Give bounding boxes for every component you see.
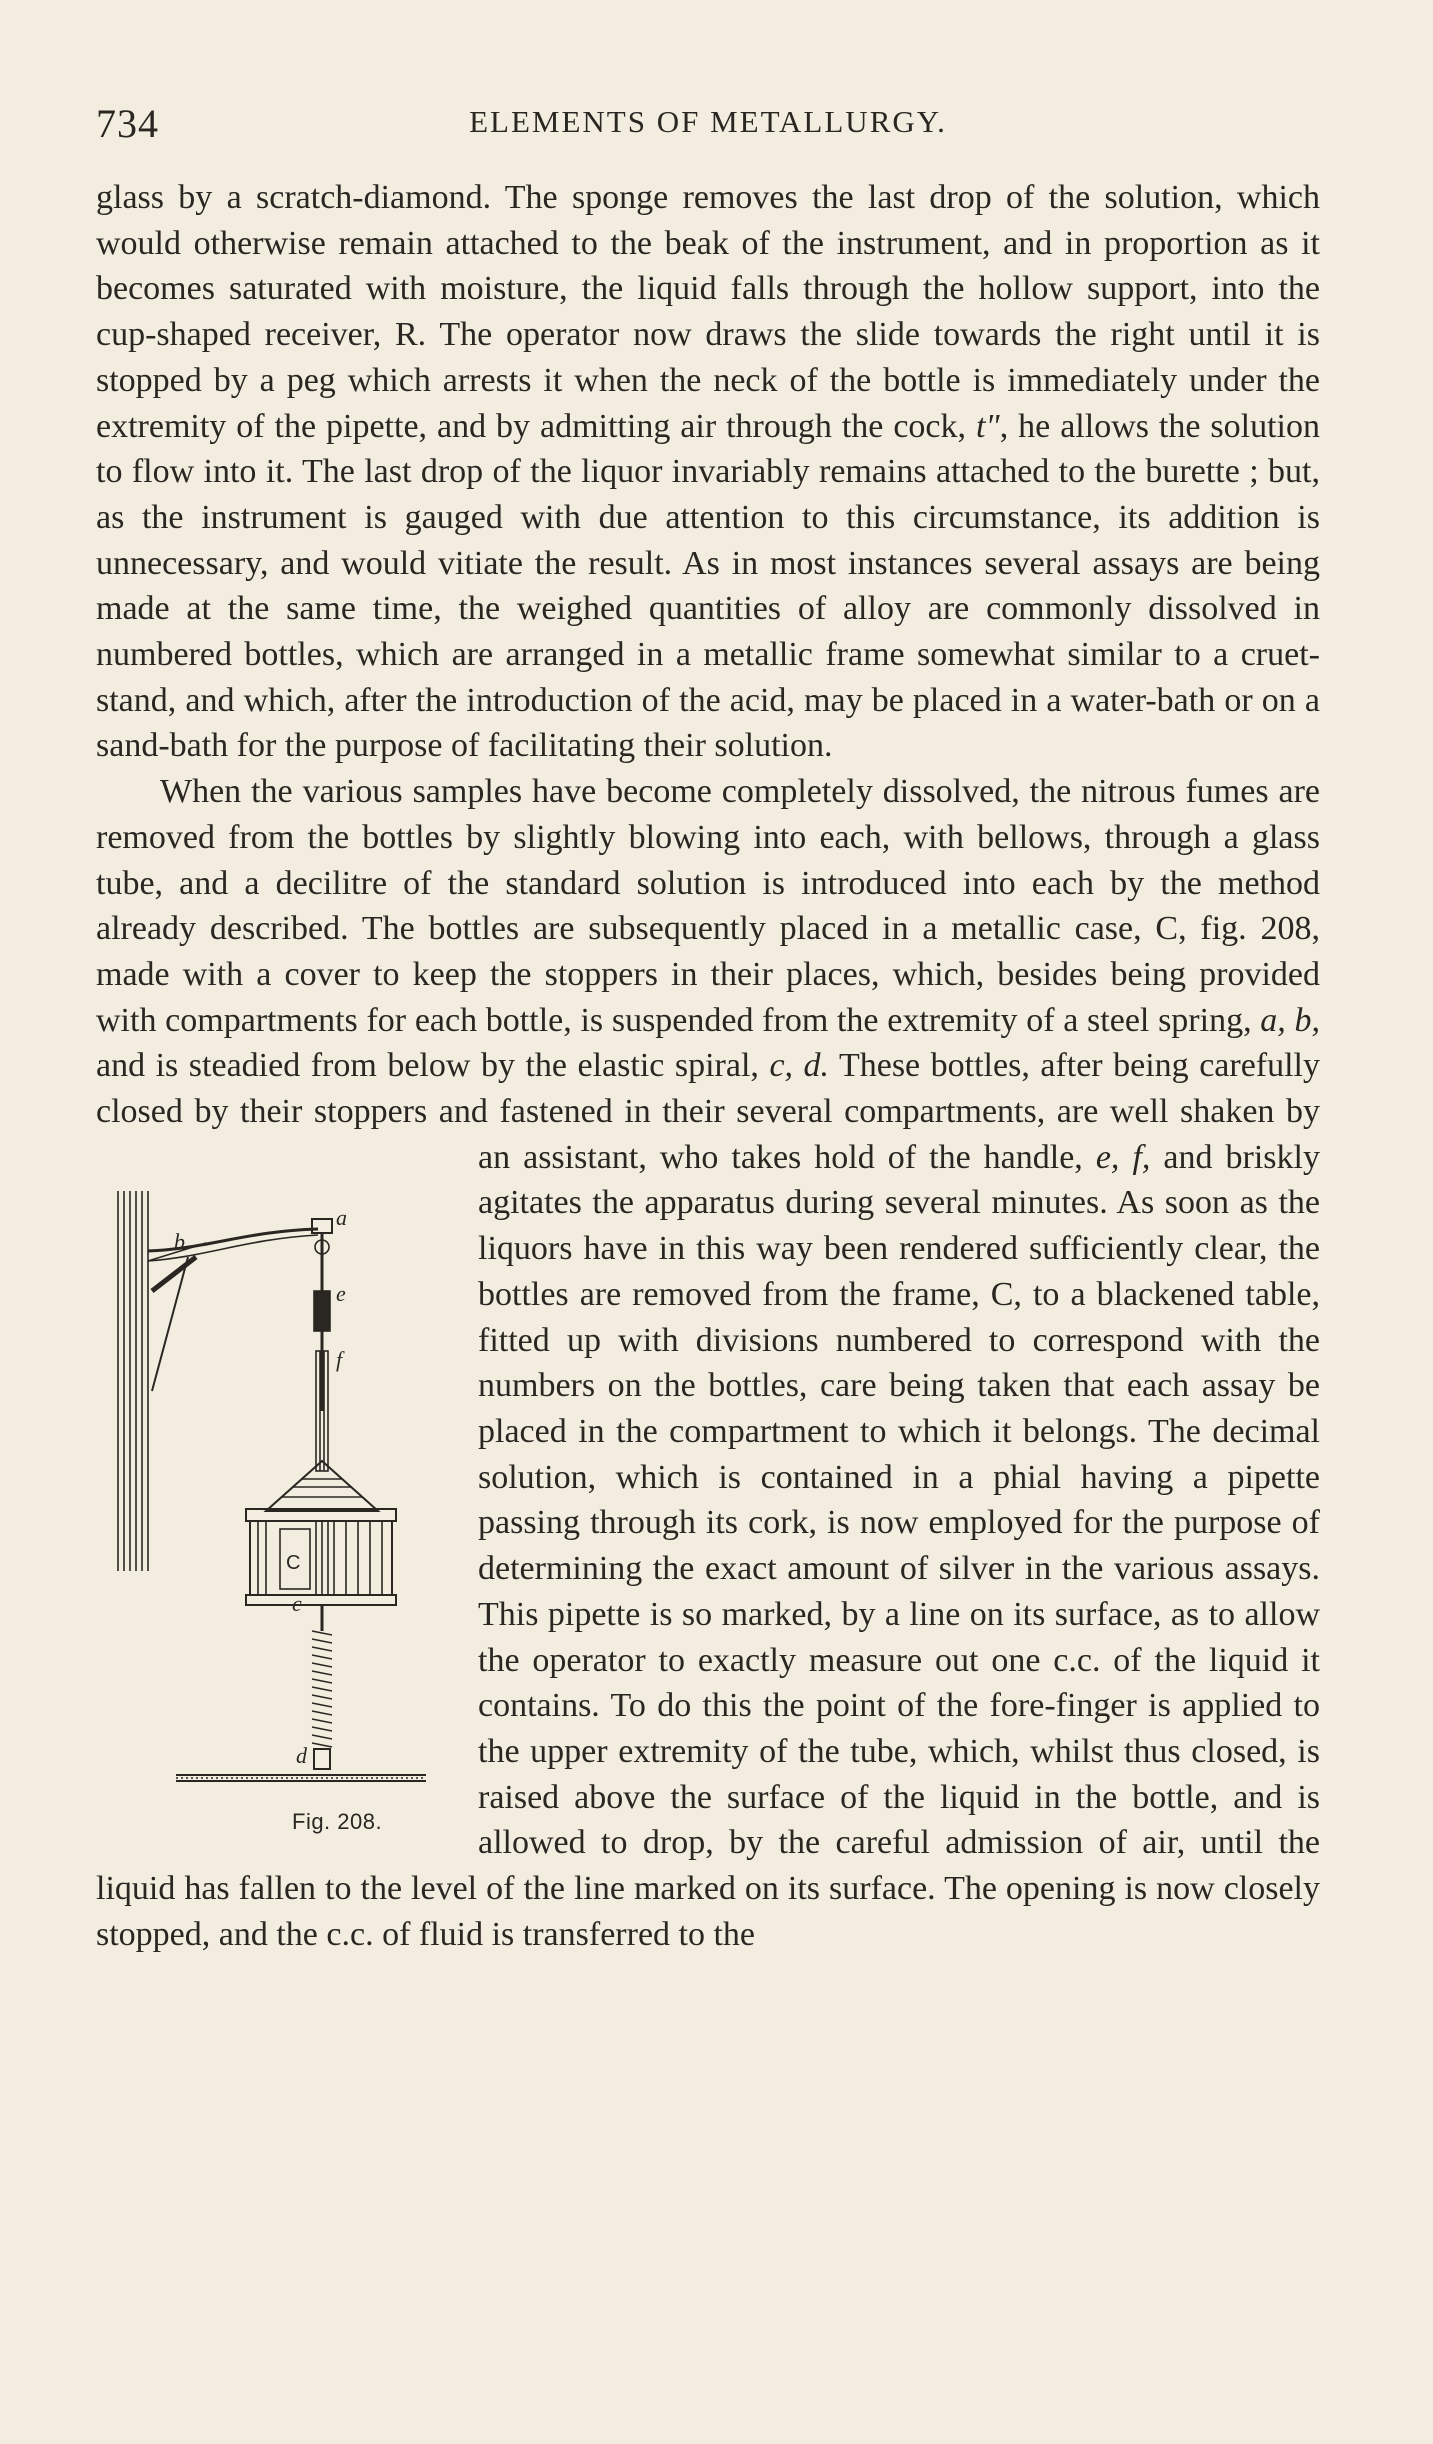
figure-caption: Fig. 208. (292, 1808, 383, 1834)
label-b: b (174, 1228, 185, 1254)
running-title: ELEMENTS OF METALLURGY. (469, 104, 947, 139)
paragraph-2: When the various samples have become completely dissolved, the nitrous fumes are removed from the bottles by slightly blowing into each, with bellows, through a glass tube, and a decilitre of the standard solution is introduced into each by the method already described. The bottles are subsequently placed in a metallic case, C, fig. 208, made with a cover to keep the stoppers in their places, which, besides being provided with compartments for each bottle, is suspended from the extremity of a steel spring, a, b, and is steadied from below by the elastic spiral, c, d. These bottles, after being carefully closed by their stoppers and fastened in their several compartments, are well shaken by an assistant, who takes hold of the handle, b a e f c d C Fig. 208. e, f, and briskly agitates the apparatus during several minutes. As soon as the liquors have in this way been rendered sufficiently clear, the bottles are removed from the frame, C, to a blackened table, fitted up with divisions numbered to correspond with the numbers on the bottles, care being taken that each assay be placed in the compartment to which it belongs. The decimal solution, which is contained in a phial having a pipette passing through its cork, is now employed for the purpose of determining the exact amount of silver in the various assays. This pipette is so marked, by a line on its surface, as to allow the operator to exactly measure out one c.c. of the liquid it contains. To do this the point of the fore-finger is applied to the upper extremity of the tube, which, whilst thus closed, is raised above the surface of the liquid in the bottle, and is allowed to drop, by the careful admission of air, until the liquid has fallen to the level of the line marked on its surface. The opening is now closely stopped, and the c.c. of fluid is transferred to the (96, 773, 1321, 1953)
label-C: C (286, 1551, 301, 1574)
figure-208 (96, 1135, 456, 1863)
label-a: a (336, 1204, 347, 1230)
label-c: c (292, 1590, 302, 1616)
label-d: d (296, 1742, 307, 1768)
label-f: f (336, 1346, 343, 1372)
figure-illustration (96, 1191, 456, 1791)
spiral-spring (312, 1631, 332, 1747)
page-number: 734 (96, 101, 159, 146)
paragraph-2-part-c: These bottles, after being carefully closed by their stoppers and fastened in their several compartments, are well shaken by an assistant, who takes hold of the handle, (96, 1047, 1321, 1176)
running-head (96, 100, 1320, 160)
body-text (96, 175, 1320, 1957)
wall-hatching (118, 1191, 148, 1571)
paragraph-1: glass by a scratch-diamond. The sponge removes the last drop of the solution, which would otherwise remain attached to the beak of the instrument, and in proportion as it becomes saturated with moisture, the liquid falls through the hollow support, into the cup-shaped receiver, R. The operator now draws the slide towards the right until it is stopped by a peg which arrests it when the neck of the bottle is immediately under the extremity of the pipette, and by admitting air through the cock, t", he allows the solution to flow into it. The last drop of the liquor invariably remains attached to the burette ; but, as the instrument is gauged with due attention to this circumstance, its addition is unnecessary, and would vitiate the result. As in most instances several assays are being made at the same time, the weighed quantities of alloy are commonly dissolved in numbered bottles, which are arranged in a metallic frame somewhat similar to a cruet-stand, and which, after the introduction of the acid, may be placed in a water-bath or on a sand-bath for the purpose of facilitating their solution. (96, 179, 1320, 765)
label-e: e (336, 1280, 346, 1306)
